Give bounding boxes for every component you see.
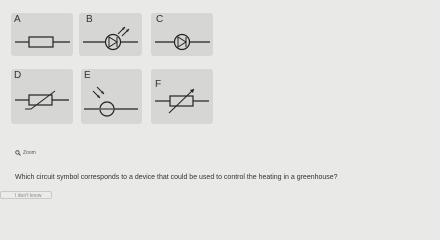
dont-know-label: I don't know xyxy=(15,193,42,199)
option-d-card[interactable] xyxy=(11,69,73,124)
lamp-with-arrows-icon xyxy=(81,69,142,124)
option-b-letter: B xyxy=(86,14,93,25)
option-c-card[interactable] xyxy=(151,13,213,56)
dont-know-button[interactable] xyxy=(0,191,52,199)
led-icon xyxy=(79,13,142,56)
resistor-icon xyxy=(11,13,73,56)
option-a-card[interactable] xyxy=(11,13,73,56)
magnifier-icon xyxy=(15,150,21,156)
option-d-letter: D xyxy=(14,70,22,81)
diode-icon xyxy=(151,13,213,56)
question-text: Which circuit symbol corresponds to a device that could be used to control the heating in a greenhouse? xyxy=(15,174,338,181)
option-f-card[interactable] xyxy=(151,69,213,124)
option-b-card[interactable] xyxy=(79,13,142,56)
zoom-label: Zoom xyxy=(23,150,36,156)
thermistor-icon xyxy=(11,69,73,124)
zoom-button[interactable] xyxy=(15,150,36,156)
option-a-letter: A xyxy=(14,14,21,25)
option-e-card[interactable] xyxy=(81,69,142,124)
option-e-letter: E xyxy=(84,70,91,81)
option-c-letter: C xyxy=(156,14,164,25)
variable-resistor-icon xyxy=(151,69,213,124)
option-f-letter: F xyxy=(155,79,162,90)
